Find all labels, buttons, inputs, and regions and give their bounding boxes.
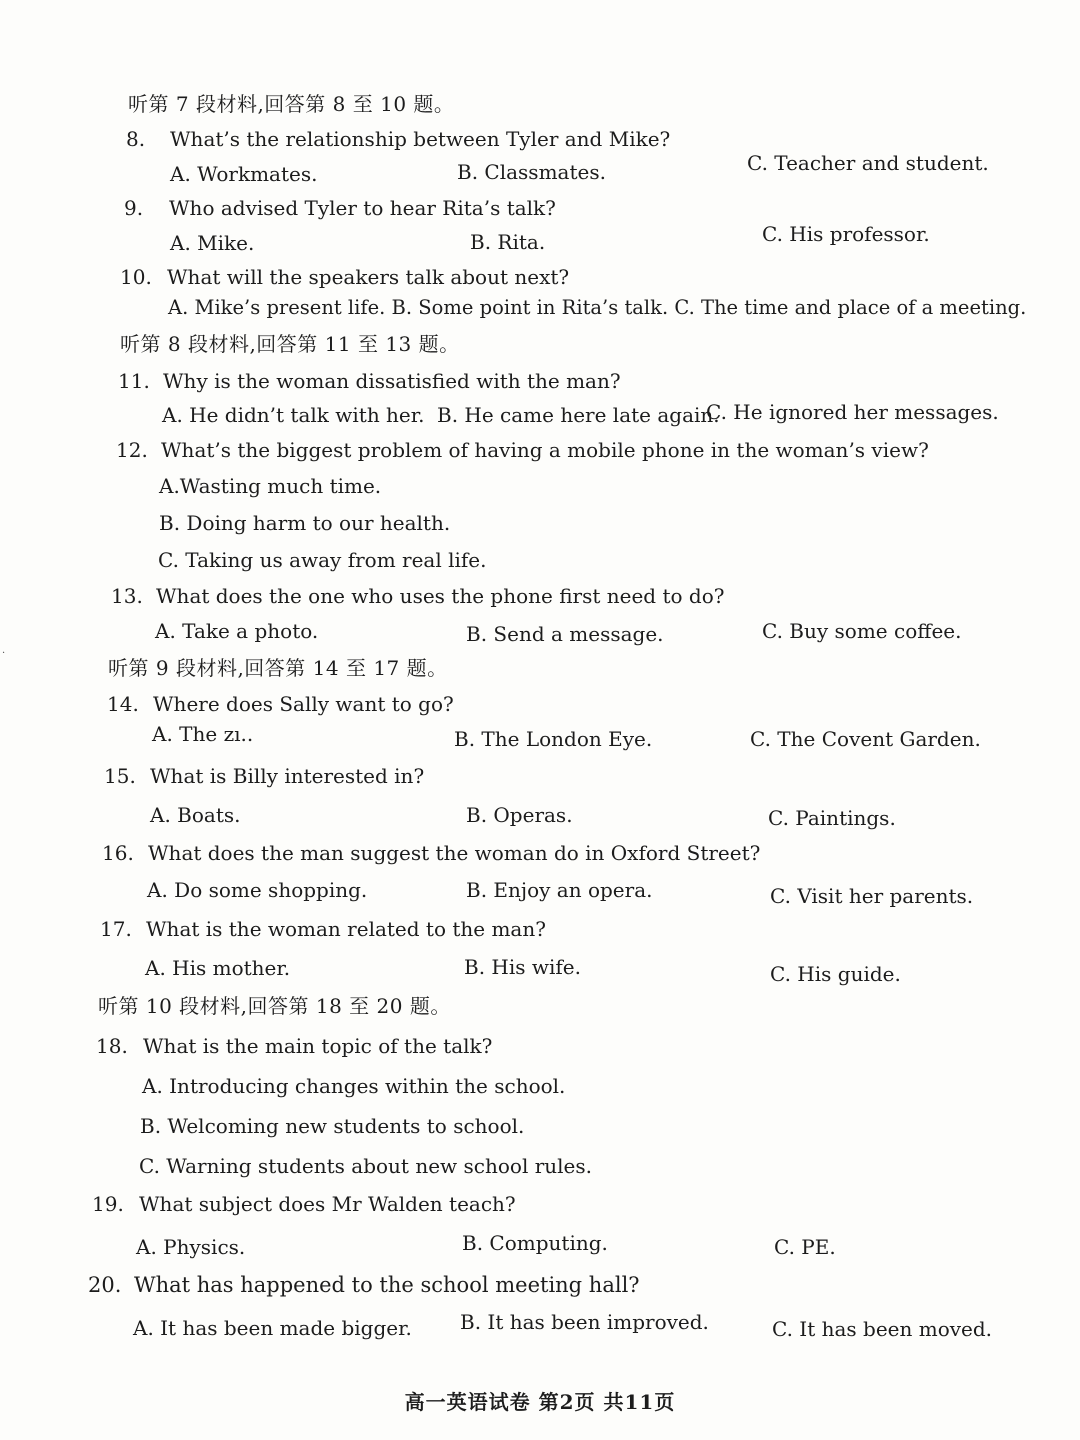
- question-number: 20.: [88, 1273, 122, 1297]
- question-number: 9.: [124, 196, 144, 220]
- question-number: 15.: [104, 764, 136, 788]
- option-b: B. Welcoming new students to school.: [140, 1114, 525, 1138]
- section-heading-7: 听第 7 段材料,回答第 8 至 10 题。: [128, 92, 455, 116]
- option-b: B. Computing.: [462, 1231, 608, 1255]
- question-11: [118, 369, 621, 393]
- option-c: C. Teacher and student.: [747, 151, 989, 175]
- option-b: B. Operas.: [466, 803, 573, 827]
- option-c: C. The Covent Garden.: [750, 727, 981, 751]
- question-20: [88, 1273, 640, 1297]
- question-text: What does the one who uses the phone first need to do?: [156, 584, 725, 608]
- question-12: [116, 438, 929, 462]
- option-b: B. Doing harm to our health.: [159, 511, 451, 535]
- question-18: [96, 1034, 492, 1058]
- question-9: [124, 196, 556, 220]
- options-line: A. Mike’s present life. B. Some point in Rita’s talk. C. The time and place of a meeting.: [168, 296, 1027, 319]
- option-b: B. Enjoy an opera.: [466, 878, 653, 902]
- question-17: [100, 917, 546, 941]
- question-number: 10.: [120, 265, 152, 289]
- option-c: C. Warning students about new school rules.: [139, 1154, 592, 1178]
- option-a: A. The zı..: [152, 722, 254, 746]
- option-c: C. His guide.: [770, 962, 901, 986]
- option-a: A. Introducing changes within the school.: [142, 1074, 566, 1098]
- option-b: B. Classmates.: [457, 160, 606, 184]
- question-text: What has happened to the school meeting hall?: [134, 1273, 640, 1297]
- option-a: A. His mother.: [145, 956, 291, 980]
- option-c: C. Taking us away from real life.: [158, 548, 487, 572]
- option-c: C. It has been moved.: [772, 1317, 993, 1341]
- question-16: [102, 841, 760, 865]
- question-15: [104, 764, 424, 788]
- question-number: 17.: [100, 917, 132, 941]
- question-text: Where does Sally want to go?: [153, 692, 454, 716]
- option-b: B. His wife.: [464, 955, 581, 979]
- option-b: B. It has been improved.: [460, 1310, 709, 1334]
- question-14: [107, 692, 454, 716]
- option-c: C. PE.: [774, 1235, 836, 1259]
- question-19: [92, 1192, 516, 1216]
- option-c: C. He ignored her messages.: [706, 400, 999, 424]
- question-number: 13.: [111, 584, 143, 608]
- question-text: What subject does Mr Walden teach?: [139, 1192, 516, 1216]
- option-a: A. Workmates.: [170, 162, 318, 186]
- option-b: B. The London Eye.: [454, 727, 653, 751]
- question-text: What’s the biggest problem of having a mobile phone in the woman’s view?: [161, 438, 929, 462]
- section-heading-9: 听第 9 段材料,回答第 14 至 17 题。: [108, 656, 448, 680]
- option-a: A. Take a photo.: [155, 619, 319, 643]
- option-a: A. Boats.: [150, 803, 241, 827]
- question-number: 19.: [92, 1192, 124, 1216]
- question-10: [120, 265, 569, 289]
- option-a: A.Wasting much time.: [159, 474, 382, 498]
- question-8: [126, 127, 670, 151]
- question-number: 18.: [96, 1034, 128, 1058]
- question-text: Who advised Tyler to hear Rita’s talk?: [169, 196, 556, 220]
- option-b: B. He came here late again.: [437, 403, 720, 427]
- question-text: What is Billy interested in?: [150, 764, 425, 788]
- question-13: [111, 584, 724, 608]
- question-text: What’s the relationship between Tyler and Mike?: [170, 127, 671, 151]
- option-c: C. His professor.: [762, 222, 930, 246]
- option-a: A. He didn’t talk with her.: [162, 403, 425, 427]
- option-a: A. Mike.: [170, 231, 255, 255]
- section-heading-8: 听第 8 段材料,回答第 11 至 13 题。: [120, 332, 460, 356]
- option-a: A. Do some shopping.: [147, 878, 368, 902]
- question-number: 14.: [107, 692, 139, 716]
- question-text: What does the man suggest the woman do in Oxford Street?: [148, 841, 761, 865]
- option-c: C. Paintings.: [768, 806, 896, 830]
- question-text: What is the woman related to the man?: [146, 917, 546, 941]
- page-footer: 高一英语试卷 第2页 共11页: [404, 1390, 676, 1414]
- option-b: B. Send a message.: [466, 622, 664, 646]
- option-a: A. It has been made bigger.: [133, 1316, 412, 1340]
- question-number: 8.: [126, 127, 146, 151]
- question-text: What will the speakers talk about next?: [167, 265, 570, 289]
- section-heading-10: 听第 10 段材料,回答第 18 至 20 题。: [98, 994, 451, 1018]
- question-number: 12.: [116, 438, 148, 462]
- option-b: B. Rita.: [470, 230, 546, 254]
- option-c: C. Buy some coffee.: [762, 619, 962, 643]
- question-text: Why is the woman dissatisfied with the man?: [163, 369, 621, 393]
- question-number: 16.: [102, 841, 134, 865]
- scan-speck: ·: [2, 648, 6, 659]
- option-c: C. Visit her parents.: [770, 884, 974, 908]
- question-number: 11.: [118, 369, 150, 393]
- option-a: A. Physics.: [136, 1235, 246, 1259]
- question-text: What is the main topic of the talk?: [143, 1034, 493, 1058]
